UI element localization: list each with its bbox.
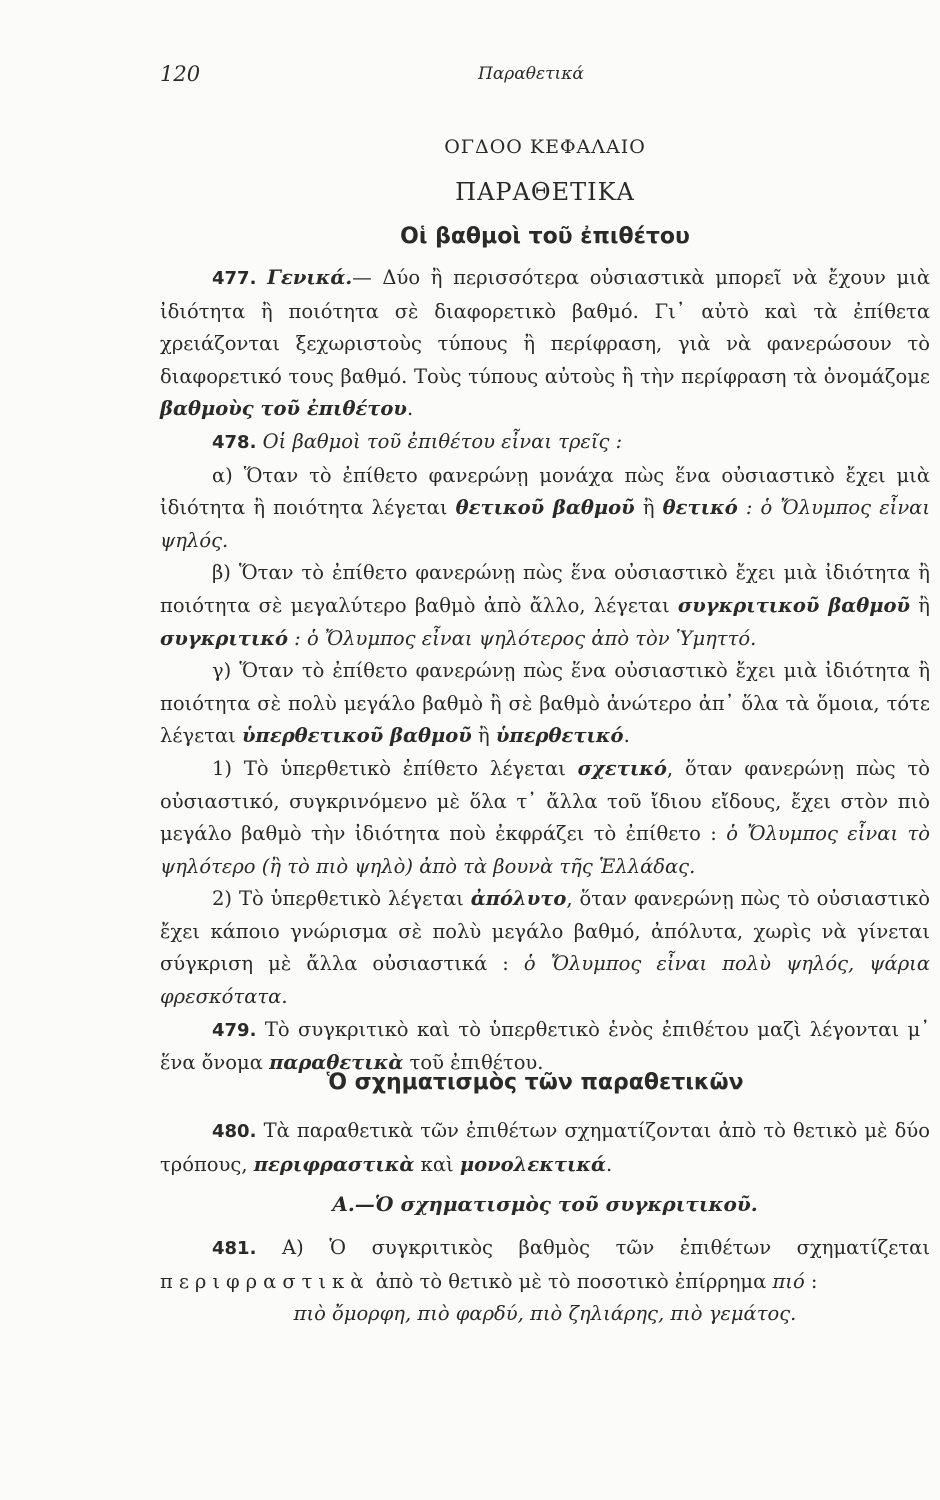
key-term: παραθετικὰ [269, 1051, 404, 1075]
paragraph-number: 478. [212, 431, 257, 453]
paragraph-text: β) Ὅταν τὸ ἐπίθετο φανερώνῃ πὼς ἕνα οὐσιαστικὸ ἔχει μιὰ ἰδιότητα ἢ ποιότητα σὲ μεγαλύτερο βαθμὸ ἀπὸ ἄλλο, λέγεται [160, 561, 930, 617]
key-term: θετικό [662, 496, 738, 520]
page-header [160, 62, 880, 92]
section-heading-degrees: Οἱ βαθμοὶ τοῦ ἐπιθέτου [400, 224, 690, 249]
body-text-481 [160, 1232, 930, 1331]
paragraph-478-b [160, 557, 930, 655]
paragraph-text: , ὅταν φανερώνῃ πὼς τὸ οὐσιαστικὸ ἔχει κάποιο γνώρισμα σὲ πολὺ μεγάλο βαθμό, ἀπόλυτα, χωρὶς νὰ γίνεται σύγκριση μὲ ἄλλα οὐσιαστικά : [160, 887, 930, 976]
paragraph-text: Οἱ βαθμοὶ τοῦ ἐπιθέτου εἶναι τρεῖς : [262, 429, 623, 453]
paragraph-478 [160, 426, 930, 460]
key-term: συγκριτικό [160, 626, 288, 650]
dash: — [352, 266, 383, 289]
paragraph-text: Δύο ἢ περισσότερα οὐσιαστικὰ μπορεῖ νὰ ἔχουν μιὰ ἰδιότητα ἢ ποιότητα σὲ διαφορετικὸ βαθμό. Γι᾽ αὐτὸ καὶ τὰ ἐπίθετα χρειάζονται ξεχωριστοὺς τύπους ἢ περίφραση, γιὰ νὰ φανερώσουν τὸ διαφορετικό τους βαθμό. Τοὺς τύπους αὐτοὺς ἢ τὴν περίφραση τὰ ὀνομάζομε [160, 266, 931, 388]
paragraph-absolute-superlative [160, 883, 930, 1013]
example-line: πιὸ ὄμορφη, πιὸ φαρδύ, πιὸ ζηλιάρης, πιὸ γεμάτος. [293, 1302, 797, 1326]
punctuation: . [406, 397, 414, 421]
chapter-heading: ΟΓΔΟΟ ΚΕΦΑΛΑΙΟ [444, 136, 646, 158]
key-term: ὑπερθετικό [495, 724, 624, 748]
paragraph-477 [160, 262, 930, 426]
example-text: : ὁ Ὄλυμπος εἶναι ψηλός. [160, 496, 930, 552]
key-term: θετικοῦ βαθμοῦ [455, 496, 635, 520]
punctuation: . [606, 1152, 613, 1176]
paragraph-text: Α) Ὁ συγκριτικὸς βαθμὸς τῶν ἐπιθέτων σχηματίζεται [256, 1236, 930, 1259]
body-text-main [160, 262, 930, 1080]
key-term: σχετικό [577, 756, 667, 780]
running-title: Παραθετικά [478, 64, 584, 84]
paragraph-text: , ὅταν φανερώνῃ πὼς τὸ οὐσιαστικό, συγκρινόμενο μὲ ὅλα τ᾽ ἄλλα τοῦ ἴδιου εἴδους, ἔχει στὸν πιὸ μεγάλο βαθμὸ τὴν ἰδιότητα ποὺ ἐκφράζει τὸ ἐπίθετο : [160, 756, 930, 846]
paragraph-text: ἀπὸ τὸ θετικὸ μὲ τὸ ποσοτικὸ ἐπίρρημα [369, 1269, 773, 1293]
conjunction: ἢ [471, 724, 496, 748]
key-term: ἀπόλυτο [470, 887, 567, 911]
paragraph-label: Γενικά. [267, 266, 353, 289]
chapter-title: ΠΑΡΑΘΕΤΙΚΑ [455, 178, 635, 206]
section-heading-formation: Ὁ σχηματισμὸς τῶν παραθετικῶν [326, 1070, 744, 1095]
paragraph-481 [160, 1232, 930, 1298]
key-term: ὑπερθετικοῦ βαθμοῦ [242, 724, 472, 748]
key-term: περιφραστικὰ [253, 1152, 415, 1176]
punctuation: : [804, 1269, 818, 1293]
paragraph-478-a [160, 460, 930, 558]
paragraph-text: τοῦ ἐπιθέτου. [403, 1051, 544, 1075]
paragraph-number: 477. [212, 268, 257, 289]
paragraph-relative-superlative [160, 753, 930, 883]
punctuation: . [623, 724, 630, 748]
key-term: μονολεκτικά [459, 1152, 606, 1176]
conjunction: καὶ [414, 1152, 460, 1176]
conjunction: ἢ [910, 593, 930, 617]
paragraph-text: 1) Τὸ ὑπερθετικὸ ἐπίθετο λέγεται [212, 756, 578, 780]
page-number: 120 [160, 62, 201, 86]
paragraph-480 [160, 1115, 930, 1181]
paragraph-text: 2) Τὸ ὑπερθετικὸ λέγεται [212, 887, 471, 911]
paragraph-number: 481. [212, 1238, 257, 1259]
section-heading-comparative: Α.—Ὁ σχηματισμὸς τοῦ συγκριτικοῦ. [332, 1192, 758, 1216]
paragraph-text: α) Ὅταν τὸ ἐπίθετο φανερώνῃ μονάχα πὼς ἕνα οὐσιαστικὸ ἔχει μιὰ ἰδιότητα ἢ ποιότητα λέγεται [160, 463, 930, 520]
example-text: ὁ Ὄλυμπος εἶναι πολὺ ψηλός, ψάρια φρεσκότατα. [160, 952, 930, 1009]
paragraph-number: 480. [212, 1121, 257, 1142]
paragraph-478-c [160, 655, 930, 753]
paragraph-text: Τὰ παραθετικὰ τῶν ἐπιθέτων σχηματίζονται ἀπὸ τὸ θετικὸ μὲ δύο τρόπους, [160, 1119, 930, 1176]
key-term: πιό [772, 1269, 805, 1293]
conjunction: ἢ [634, 496, 663, 520]
spaced-term: περιφραστικὰ [160, 1269, 370, 1293]
example-text: ὁ Ὄλυμπος εἶναι τὸ ψηλότερο (ἢ τὸ πιὸ ψηλὸ) ἀπὸ τὰ βουνὰ τῆς Ἑλλάδας. [160, 822, 930, 878]
paragraph-number: 479. [212, 1019, 257, 1041]
key-term: βαθμοὺς τοῦ ἐπιθέτου [160, 397, 407, 421]
body-text-480 [160, 1115, 930, 1181]
paragraph-text: γ) Ὅταν τὸ ἐπίθετο φανερώνῃ πὼς ἕνα οὐσιαστικὸ ἔχει μιὰ ἰδιότητα ἢ ποιότητα σὲ πολὺ μεγάλο βαθμὸ ἢ σὲ βαθμὸ ἀνώτερο ἀπ᾽ ὅλα τὰ ὅμοια, τότε λέγεται [160, 659, 930, 748]
key-term: συγκριτικοῦ βαθμοῦ [677, 593, 911, 617]
paragraph-text: Τὸ συγκριτικὸ καὶ τὸ ὑπερθετικὸ ἑνὸς ἐπιθέτου μαζὶ λέγονται μ᾽ ἕνα ὄνομα [160, 1017, 930, 1075]
example-text: : ὁ Ὄλυμπος εἶναι ψηλότερος ἀπὸ τὸν Ὑμηττό. [287, 626, 757, 650]
